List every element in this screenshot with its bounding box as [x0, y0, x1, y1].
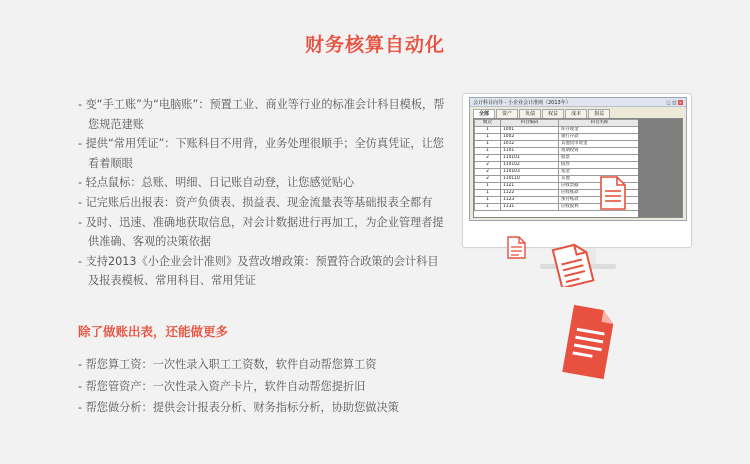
feature-item: - 记完账后出报表：资产负债表、损益表、现金流量表等基础报表全都有: [78, 195, 433, 209]
document-icon: [560, 300, 618, 382]
table-cell-name: 其他货币资金: [559, 141, 641, 148]
window-title: 会计科目向导 - 小企业会计准则（2013年）: [473, 99, 571, 106]
table-cell-code: 1122: [501, 190, 559, 197]
tab-cost: 成本: [565, 109, 587, 118]
table-cell-level: 2: [475, 162, 501, 169]
document-icon: [507, 236, 526, 259]
table-cell-level: 2: [475, 155, 501, 162]
table-cell-name: 债券: [559, 162, 641, 169]
table-cell-name: 银行存款: [559, 134, 641, 141]
table-cell-name: 股票: [559, 155, 641, 162]
tab-equity: 权益: [542, 109, 564, 118]
tab-profit-loss: 损益: [588, 109, 610, 118]
table-cell-code: 1131: [501, 204, 559, 211]
window-titlebar: [470, 98, 686, 107]
extra-feature-list: [78, 354, 458, 419]
table-cell-level: 1: [475, 197, 501, 204]
tab-assets: 资产: [496, 109, 518, 118]
table-cell-code: 1123: [501, 197, 559, 204]
grid-side-panel: [638, 119, 682, 217]
table-cell-level: 1: [475, 183, 501, 190]
table-cell-code: 110102: [501, 162, 559, 169]
table-cell-code: 110110: [501, 176, 559, 183]
table-row: [475, 134, 641, 141]
table-row: [475, 155, 641, 162]
table-cell-level: 1: [475, 190, 501, 197]
feature-item: - 支持2013《小企业会计准则》及营改增政策：预置符合政策的会计科目及报表模板、常用科目、常用凭证: [78, 254, 439, 288]
table-cell-code: 1012: [501, 141, 559, 148]
table-cell-code: 1121: [501, 183, 559, 190]
table-cell-code: 1001: [501, 127, 559, 134]
table-cell-level: 2: [475, 169, 501, 176]
software-screenshot-window: [469, 97, 687, 221]
feature-item: - 变“手工账”为“电脑账”：预置工业、商业等行业的标准会计科目模板，帮您规范建账: [78, 98, 445, 131]
table-cell-name: 其他: [559, 176, 641, 183]
page-title: 财务核算自动化: [304, 34, 445, 56]
table-cell-level: 1: [475, 204, 501, 211]
column-header: 科目编码: [501, 120, 559, 127]
extra-feature-item: - 帮您做分析：提供会计报表分析、财务指标分析，协助您做决策: [78, 401, 399, 414]
table-cell-level: 1: [475, 127, 501, 134]
tab-all: 全部: [473, 109, 495, 118]
table-cell-code: 1002: [501, 134, 559, 141]
window-tabs: [470, 107, 686, 118]
table-cell-name: 库存现金: [559, 127, 641, 134]
table-row: [475, 162, 641, 169]
minimize-icon: _: [667, 99, 670, 105]
table-row: [475, 148, 641, 155]
table-cell-name: 预付账款: [559, 197, 641, 204]
table-cell-level: 2: [475, 176, 501, 183]
feature-item: - 提供“常用凭证”：下账科目不用背，业务处理很顺手；全仿真凭证，让您看着顺眼: [78, 137, 444, 170]
table-cell-code: 1101: [501, 148, 559, 155]
extra-feature-item: - 帮您算工资：一次性录入职工工资数，软件自动帮您算工资: [78, 358, 377, 371]
table-cell-name: 基金: [559, 169, 641, 176]
section-subheading: 除了做账出表，还能做更多: [78, 324, 229, 339]
table-row: [475, 127, 641, 134]
feature-list: [78, 95, 448, 291]
table-cell-level: 1: [475, 134, 501, 141]
feature-item: - 及时、迅速、准确地获取信息，对会计数据进行再加工，为企业管理者提供准确、客观的决策依据: [78, 215, 444, 249]
table-cell-name: 应收股利: [559, 204, 641, 211]
table-cell-name: 应收票据: [559, 183, 641, 190]
table-cell-code: 110101: [501, 155, 559, 162]
table-row: [475, 169, 641, 176]
table-row: [475, 141, 641, 148]
account-grid: [473, 118, 683, 218]
table-cell-code: 110103: [501, 169, 559, 176]
table-cell-level: 1: [475, 148, 501, 155]
close-icon: ×: [678, 99, 683, 105]
extra-feature-item: - 帮您管资产：一次性录入资产卡片，软件自动帮您提折旧: [78, 379, 366, 393]
table-cell-name: 短期投资: [559, 148, 641, 155]
table-cell-name: 应收账款: [559, 190, 641, 197]
document-icon: [549, 243, 595, 287]
maximize-icon: □: [672, 99, 677, 105]
column-header: 级次: [475, 120, 501, 127]
feature-item: - 轻点鼠标：总账、明细、日记账自动登，让您感觉贴心: [78, 176, 355, 190]
column-header: 科目名称: [559, 120, 641, 127]
table-cell-level: 1: [475, 141, 501, 148]
tab-liabilities: 负债: [519, 109, 541, 118]
document-icon: [600, 176, 626, 210]
